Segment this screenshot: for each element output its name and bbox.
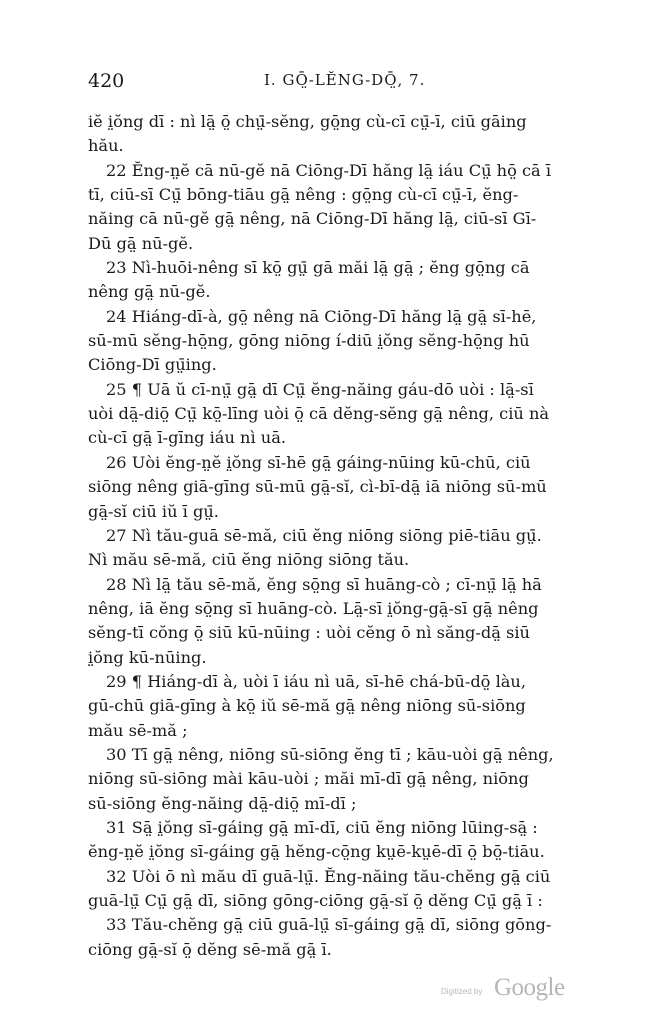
text-line: hău.: [88, 136, 124, 156]
text-line: sū-siōng ĕng-năing dā̤-diō̤ mī-dī ;: [88, 793, 357, 813]
running-title: I. GŌ̤-LĔNG-DŌ̤, 7.: [264, 71, 426, 89]
text-line: ciōng gā̤-sĭ ō̤ dĕng sē-mă gā̤ ī.: [88, 939, 332, 959]
text-line: iĕ i̤ŏng dī : nì lā̤ ō̤ chṳ̄-sĕng, gō̤ng cù-cī cṳ̄-ī, ciū gāing: [88, 112, 527, 131]
page-number: 420: [88, 70, 125, 92]
text-line: Dū gā̤ nū-gĕ.: [88, 233, 194, 253]
text-line: gā̤-sĭ ciū iŭ ī gṳ̄.: [88, 501, 219, 521]
verse-27-line: 27 Nì tău-guā sē-mă, ciū ĕng niōng siōng piē-tiāu gṳ̄.: [106, 525, 542, 545]
page-header: [88, 62, 578, 96]
text-line: i̤ŏng kū-nūing.: [88, 647, 207, 667]
google-wordmark: Google: [494, 974, 565, 1001]
text-line: tī, ciū-sī Cṳ̄ bōng-tiāu gā̤ nêng : gō̤ng cù-cī cṳ̄-ī, ĕng-: [88, 185, 519, 205]
text-line: Nì mău sē-mă, ciū ĕng niōng siōng tău.: [88, 550, 410, 570]
text-line: sĕng-tī cŏng ō̤ siū kū-nūing : uòi cĕng ō nì săng-dā̤ siū: [88, 623, 530, 643]
verse-23-line: 23 Nì-huōi-nêng sī kō̤ gṳ̄ gā măi lā̤ gā̤ ; ĕng gō̤ng cā: [106, 258, 530, 278]
verse-22-line: 22 Ĕng-n̤ĕ cā nū-gĕ nā Ciōng-Dī hăng lā̤ iáu Cṳ̄ hō̤ cā ī: [106, 160, 552, 180]
verse-26-line: 26 Uòi ĕng-n̤ĕ i̤ŏng sī-hē gā̤ gáing-nūing kū-chū, ciū: [106, 452, 531, 472]
text-line: uòi dā̤-diō̤ Cṳ̄ kō̤-līng uòi ō̤ cā dĕng-sĕng gā̤ nêng, ciū nà: [88, 404, 550, 424]
verse-31-line: 31 Sā̤ i̤ŏng sī-gáing gā̤ mī-dī, ciū ĕng niōng lūing-sā̤ :: [106, 817, 538, 837]
verse-32-line: 32 Uòi ō nì mău dī guā-lṳ̄. Ĕng-năing tău-chĕng gā̤ ciū: [106, 866, 551, 886]
text-line: guā-lṳ̄ Cṳ̄ gā̤ dī, siōng gōng-ciōng gā̤-sĭ ō̤ dĕng Cṳ̄ gā̤ ī :: [88, 891, 543, 910]
document-page: [88, 62, 578, 962]
text-line: nêng, iā ĕng sō̤ng sī huāng-cò. Lā̤-sī i̤ŏng-gā̤-sī gā̤ nêng: [88, 598, 539, 618]
verse-29-line: 29 ¶ Hiáng-dī à, uòi ī iáu nì uā, sī-hē chá-bū-dō̤ làu,: [106, 671, 526, 691]
verse-24-line: 24 Hiáng-dī-à, gō̤ nêng nā Ciōng-Dī hăng lā̤ gā̤ sī-hē,: [106, 306, 537, 326]
text-line: ĕng-n̤ĕ i̤ŏng sī-gáing gā̤ hĕng-cō̤ng kṳē-kṳē-dī ō̤ bō̤-tiāu.: [88, 842, 545, 862]
text-line: nêng gā̤ nū-gĕ.: [88, 282, 211, 302]
text-line: mău sē-mă ;: [88, 720, 188, 740]
text-line: cù-cī gā̤ ī-gīng iáu nì uā.: [88, 428, 286, 448]
digitized-by-label: Digitized by: [441, 987, 483, 996]
text-line: gū-chū giā-gīng à kō̤ iŭ sē-mă gā̤ nêng niōng sū-siōng: [88, 696, 526, 716]
text-line: niōng sū-siōng mài kāu-uòi ; măi mī-dī gā̤ nêng, niōng: [88, 769, 529, 789]
text-line: Ciōng-Dī gṳ̄ing.: [88, 355, 217, 375]
digitization-watermark: [441, 974, 591, 1004]
verse-30-line: 30 Tī gā̤ nêng, niōng sū-siōng ĕng tī ; kāu-uòi gā̤ nêng,: [106, 744, 554, 764]
verse-text: [88, 110, 578, 962]
verse-28-line: 28 Nì lā̤ tău sē-mă, ĕng sō̤ng sī huāng-cò ; cī-nṳ̄ lā̤ hā: [106, 574, 542, 594]
text-line: năing cā nū-gĕ gā̤ nêng, nā Ciōng-Dī hăng lā̤, ciū-sī Gī-: [88, 209, 537, 229]
text-line: siōng nêng giā-gīng sū-mū gā̤-sĭ, cì-bī-dā̤ iā niōng sū-mū: [88, 477, 547, 497]
verse-33-line: 33 Tău-chĕng gā̤ ciū guā-lṳ̄ sī-gáing gā̤ dī, siōng gōng-: [106, 915, 552, 935]
verse-25-line: 25 ¶ Uā ŭ cī-nṳ̄ gā̤ dī Cṳ̄ ĕng-năing gáu-dō uòi : lā̤-sī: [106, 379, 534, 399]
text-line: sū-mū sĕng-hō̤ng, gōng niōng í-diū i̤ŏng sĕng-hō̤ng hū: [88, 331, 530, 351]
